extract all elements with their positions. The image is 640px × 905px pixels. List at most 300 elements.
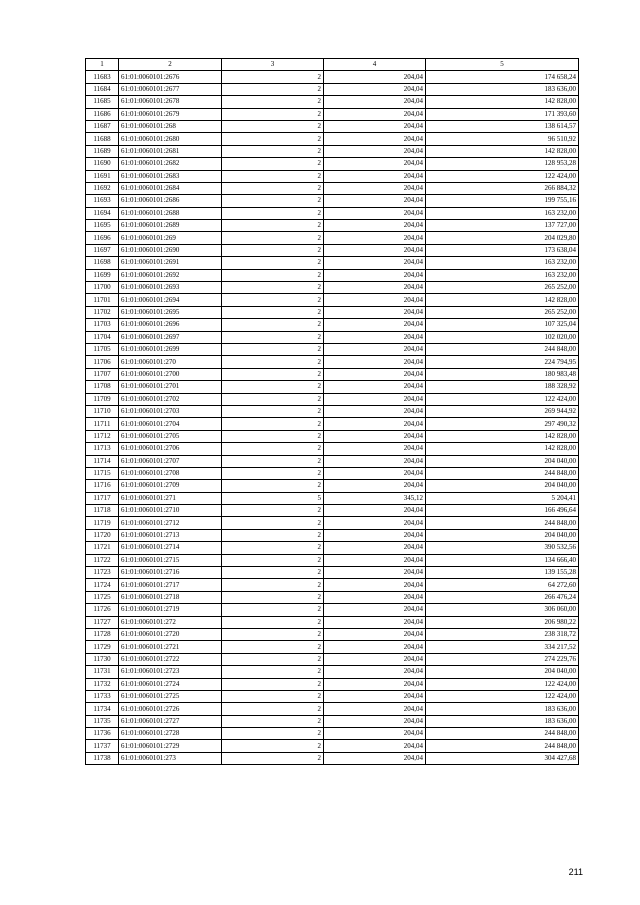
row-number-cell: 11723 xyxy=(86,567,119,579)
row-number-cell: 11717 xyxy=(86,492,119,504)
value-cell: 269 944,92 xyxy=(426,405,579,417)
table-row xyxy=(86,418,579,430)
count-cell: 2 xyxy=(222,170,324,182)
row-number-cell: 11706 xyxy=(86,356,119,368)
value-cell: 174 658,24 xyxy=(426,71,579,83)
cadastral-number-cell: 61:01:0060101:2725 xyxy=(119,690,222,702)
cadastral-number-cell: 61:01:0060101:2724 xyxy=(119,678,222,690)
row-number-cell: 11705 xyxy=(86,343,119,355)
count-cell: 2 xyxy=(222,740,324,752)
count-cell: 2 xyxy=(222,393,324,405)
value-cell: 142 828,00 xyxy=(426,145,579,157)
area-cell: 204,04 xyxy=(324,703,426,715)
row-number-cell: 11732 xyxy=(86,678,119,690)
value-cell: 139 155,28 xyxy=(426,567,579,579)
table-row xyxy=(86,108,579,120)
count-cell: 2 xyxy=(222,108,324,120)
area-cell: 204,04 xyxy=(324,343,426,355)
count-cell: 2 xyxy=(222,269,324,281)
table-row xyxy=(86,306,579,318)
table-row xyxy=(86,529,579,541)
area-cell: 204,04 xyxy=(324,628,426,640)
table-row xyxy=(86,467,579,479)
table-row xyxy=(86,703,579,715)
cadastral-number-cell: 61:01:0060101:2705 xyxy=(119,430,222,442)
value-cell: 265 252,00 xyxy=(426,306,579,318)
row-number-cell: 11701 xyxy=(86,294,119,306)
area-cell: 204,04 xyxy=(324,381,426,393)
area-cell: 204,04 xyxy=(324,591,426,603)
row-number-cell: 11735 xyxy=(86,715,119,727)
value-cell: 173 638,04 xyxy=(426,244,579,256)
count-cell: 2 xyxy=(222,319,324,331)
count-cell: 2 xyxy=(222,604,324,616)
value-cell: 163 232,00 xyxy=(426,207,579,219)
value-cell: 142 828,00 xyxy=(426,294,579,306)
count-cell: 2 xyxy=(222,405,324,417)
area-cell: 204,04 xyxy=(324,666,426,678)
row-number-cell: 11691 xyxy=(86,170,119,182)
area-cell: 204,04 xyxy=(324,158,426,170)
value-cell: 64 272,60 xyxy=(426,579,579,591)
count-cell: 2 xyxy=(222,294,324,306)
table-row xyxy=(86,282,579,294)
table-row xyxy=(86,480,579,492)
table-row xyxy=(86,492,579,504)
table-row xyxy=(86,133,579,145)
table-row xyxy=(86,591,579,603)
value-cell: 171 393,60 xyxy=(426,108,579,120)
row-number-cell: 11686 xyxy=(86,108,119,120)
value-cell: 266 476,24 xyxy=(426,591,579,603)
count-cell: 2 xyxy=(222,244,324,256)
row-number-cell: 11716 xyxy=(86,480,119,492)
row-number-cell: 11730 xyxy=(86,653,119,665)
area-cell: 204,04 xyxy=(324,145,426,157)
cadastral-number-cell: 61:01:0060101:2688 xyxy=(119,207,222,219)
count-cell: 2 xyxy=(222,356,324,368)
count-cell: 2 xyxy=(222,455,324,467)
row-number-cell: 11683 xyxy=(86,71,119,83)
area-cell: 204,04 xyxy=(324,678,426,690)
cadastral-number-cell: 61:01:0060101:2728 xyxy=(119,728,222,740)
value-cell: 244 848,00 xyxy=(426,467,579,479)
area-cell: 204,04 xyxy=(324,182,426,194)
row-number-cell: 11713 xyxy=(86,443,119,455)
cadastral-number-cell: 61:01:0060101:2704 xyxy=(119,418,222,430)
area-cell: 204,04 xyxy=(324,480,426,492)
value-cell: 142 828,00 xyxy=(426,443,579,455)
area-cell: 204,04 xyxy=(324,319,426,331)
table-row xyxy=(86,443,579,455)
count-cell: 2 xyxy=(222,752,324,764)
cadastral-number-cell: 61:01:0060101:2680 xyxy=(119,133,222,145)
area-cell: 204,04 xyxy=(324,641,426,653)
area-cell: 204,04 xyxy=(324,604,426,616)
area-cell: 204,04 xyxy=(324,207,426,219)
area-cell: 204,04 xyxy=(324,467,426,479)
count-cell: 2 xyxy=(222,554,324,566)
column-header: 5 xyxy=(426,59,579,71)
area-cell: 204,04 xyxy=(324,220,426,232)
table-row xyxy=(86,381,579,393)
cadastral-number-cell: 61:01:0060101:2699 xyxy=(119,343,222,355)
cadastral-number-cell: 61:01:0060101:2722 xyxy=(119,653,222,665)
value-cell: 244 848,00 xyxy=(426,343,579,355)
table-row xyxy=(86,740,579,752)
value-cell: 265 252,00 xyxy=(426,282,579,294)
table-row xyxy=(86,517,579,529)
table-row xyxy=(86,505,579,517)
value-cell: 134 666,40 xyxy=(426,554,579,566)
count-cell: 2 xyxy=(222,182,324,194)
count-cell: 2 xyxy=(222,443,324,455)
count-cell: 2 xyxy=(222,83,324,95)
table-row xyxy=(86,641,579,653)
row-number-cell: 11703 xyxy=(86,319,119,331)
table-row xyxy=(86,170,579,182)
cadastral-number-cell: 61:01:0060101:273 xyxy=(119,752,222,764)
count-cell: 2 xyxy=(222,467,324,479)
count-cell: 2 xyxy=(222,517,324,529)
table-row xyxy=(86,393,579,405)
value-cell: 5 204,41 xyxy=(426,492,579,504)
cadastral-number-cell: 61:01:0060101:2714 xyxy=(119,542,222,554)
area-cell: 204,04 xyxy=(324,728,426,740)
cadastral-number-cell: 61:01:0060101:271 xyxy=(119,492,222,504)
cadastral-number-cell: 61:01:0060101:268 xyxy=(119,120,222,132)
cadastral-number-cell: 61:01:0060101:2702 xyxy=(119,393,222,405)
area-cell: 204,04 xyxy=(324,418,426,430)
value-cell: 163 232,00 xyxy=(426,269,579,281)
table-row xyxy=(86,244,579,256)
table-row xyxy=(86,542,579,554)
area-cell: 204,04 xyxy=(324,567,426,579)
area-cell: 204,04 xyxy=(324,752,426,764)
cadastral-number-cell: 61:01:0060101:2710 xyxy=(119,505,222,517)
column-header: 4 xyxy=(324,59,426,71)
cadastral-number-cell: 61:01:0060101:2708 xyxy=(119,467,222,479)
table-row xyxy=(86,71,579,83)
row-number-cell: 11727 xyxy=(86,616,119,628)
cadastral-number-cell: 61:01:0060101:2695 xyxy=(119,306,222,318)
area-cell: 204,04 xyxy=(324,405,426,417)
value-cell: 206 980,22 xyxy=(426,616,579,628)
area-cell: 345,12 xyxy=(324,492,426,504)
value-cell: 166 496,64 xyxy=(426,505,579,517)
value-cell: 96 510,92 xyxy=(426,133,579,145)
cadastral-number-cell: 61:01:0060101:2713 xyxy=(119,529,222,541)
area-cell: 204,04 xyxy=(324,306,426,318)
value-cell: 334 217,52 xyxy=(426,641,579,653)
table-row xyxy=(86,356,579,368)
row-number-cell: 11688 xyxy=(86,133,119,145)
count-cell: 2 xyxy=(222,529,324,541)
count-cell: 2 xyxy=(222,133,324,145)
cadastral-number-cell: 61:01:0060101:2677 xyxy=(119,83,222,95)
row-number-cell: 11729 xyxy=(86,641,119,653)
table-row xyxy=(86,653,579,665)
value-cell: 122 424,00 xyxy=(426,393,579,405)
table-row xyxy=(86,207,579,219)
cadastral-number-cell: 61:01:0060101:2709 xyxy=(119,480,222,492)
row-number-cell: 11734 xyxy=(86,703,119,715)
table-row xyxy=(86,195,579,207)
area-cell: 204,04 xyxy=(324,715,426,727)
area-cell: 204,04 xyxy=(324,331,426,343)
cadastral-number-cell: 61:01:0060101:2686 xyxy=(119,195,222,207)
row-number-cell: 11725 xyxy=(86,591,119,603)
cadastral-number-cell: 61:01:0060101:2707 xyxy=(119,455,222,467)
value-cell: 142 828,00 xyxy=(426,430,579,442)
area-cell: 204,04 xyxy=(324,96,426,108)
cadastral-number-cell: 61:01:0060101:2690 xyxy=(119,244,222,256)
table-row xyxy=(86,182,579,194)
value-cell: 199 755,16 xyxy=(426,195,579,207)
column-header: 2 xyxy=(119,59,222,71)
area-cell: 204,04 xyxy=(324,542,426,554)
column-header: 3 xyxy=(222,59,324,71)
table-row xyxy=(86,628,579,640)
row-number-cell: 11696 xyxy=(86,232,119,244)
table-row xyxy=(86,220,579,232)
cadastral-number-cell: 61:01:0060101:2706 xyxy=(119,443,222,455)
row-number-cell: 11710 xyxy=(86,405,119,417)
row-number-cell: 11709 xyxy=(86,393,119,405)
count-cell: 2 xyxy=(222,282,324,294)
row-number-cell: 11733 xyxy=(86,690,119,702)
row-number-cell: 11708 xyxy=(86,381,119,393)
table-row xyxy=(86,579,579,591)
table-row xyxy=(86,319,579,331)
value-cell: 266 884,32 xyxy=(426,182,579,194)
table-row xyxy=(86,158,579,170)
table-row xyxy=(86,616,579,628)
value-cell: 204 029,80 xyxy=(426,232,579,244)
table-row xyxy=(86,343,579,355)
cadastral-number-cell: 61:01:0060101:2691 xyxy=(119,257,222,269)
row-number-cell: 11715 xyxy=(86,467,119,479)
table-row xyxy=(86,257,579,269)
area-cell: 204,04 xyxy=(324,244,426,256)
area-cell: 204,04 xyxy=(324,505,426,517)
area-cell: 204,04 xyxy=(324,368,426,380)
count-cell: 2 xyxy=(222,579,324,591)
cadastral-number-cell: 61:01:0060101:2716 xyxy=(119,567,222,579)
area-cell: 204,04 xyxy=(324,616,426,628)
count-cell: 2 xyxy=(222,616,324,628)
row-number-cell: 11687 xyxy=(86,120,119,132)
value-cell: 306 060,00 xyxy=(426,604,579,616)
row-number-cell: 11702 xyxy=(86,306,119,318)
area-cell: 204,04 xyxy=(324,133,426,145)
area-cell: 204,04 xyxy=(324,71,426,83)
count-cell: 2 xyxy=(222,666,324,678)
cadastral-number-cell: 61:01:0060101:2682 xyxy=(119,158,222,170)
table-row xyxy=(86,368,579,380)
area-cell: 204,04 xyxy=(324,430,426,442)
value-cell: 244 848,00 xyxy=(426,517,579,529)
cadastral-number-cell: 61:01:0060101:2703 xyxy=(119,405,222,417)
value-cell: 128 953,28 xyxy=(426,158,579,170)
count-cell: 2 xyxy=(222,728,324,740)
area-cell: 204,04 xyxy=(324,690,426,702)
area-cell: 204,04 xyxy=(324,282,426,294)
cadastral-number-cell: 61:01:0060101:2697 xyxy=(119,331,222,343)
area-cell: 204,04 xyxy=(324,294,426,306)
table-row xyxy=(86,715,579,727)
cadastral-number-cell: 61:01:0060101:2693 xyxy=(119,282,222,294)
row-number-cell: 11736 xyxy=(86,728,119,740)
count-cell: 2 xyxy=(222,368,324,380)
cadastral-number-cell: 61:01:0060101:2701 xyxy=(119,381,222,393)
area-cell: 204,04 xyxy=(324,356,426,368)
cadastral-number-cell: 61:01:0060101:2719 xyxy=(119,604,222,616)
table-body xyxy=(86,71,579,765)
area-cell: 204,04 xyxy=(324,579,426,591)
row-number-cell: 11718 xyxy=(86,505,119,517)
count-cell: 2 xyxy=(222,220,324,232)
cadastral-table xyxy=(85,58,579,765)
count-cell: 2 xyxy=(222,257,324,269)
table-row xyxy=(86,120,579,132)
area-cell: 204,04 xyxy=(324,455,426,467)
table-row xyxy=(86,554,579,566)
cadastral-number-cell: 61:01:0060101:2694 xyxy=(119,294,222,306)
cadastral-number-cell: 61:01:0060101:2676 xyxy=(119,71,222,83)
cadastral-number-cell: 61:01:0060101:270 xyxy=(119,356,222,368)
value-cell: 122 424,00 xyxy=(426,678,579,690)
value-cell: 107 325,04 xyxy=(426,319,579,331)
count-cell: 2 xyxy=(222,678,324,690)
table-row xyxy=(86,678,579,690)
value-cell: 204 040,00 xyxy=(426,455,579,467)
value-cell: 204 040,00 xyxy=(426,480,579,492)
row-number-cell: 11707 xyxy=(86,368,119,380)
count-cell: 2 xyxy=(222,591,324,603)
count-cell: 2 xyxy=(222,480,324,492)
cadastral-number-cell: 61:01:0060101:2717 xyxy=(119,579,222,591)
value-cell: 244 848,00 xyxy=(426,728,579,740)
area-cell: 204,04 xyxy=(324,517,426,529)
table-row xyxy=(86,405,579,417)
row-number-cell: 11690 xyxy=(86,158,119,170)
value-cell: 180 983,48 xyxy=(426,368,579,380)
value-cell: 183 636,00 xyxy=(426,715,579,727)
row-number-cell: 11722 xyxy=(86,554,119,566)
row-number-cell: 11714 xyxy=(86,455,119,467)
cadastral-number-cell: 61:01:0060101:269 xyxy=(119,232,222,244)
row-number-cell: 11697 xyxy=(86,244,119,256)
table-row xyxy=(86,145,579,157)
value-cell: 142 828,00 xyxy=(426,96,579,108)
row-number-cell: 11724 xyxy=(86,579,119,591)
count-cell: 2 xyxy=(222,505,324,517)
area-cell: 204,04 xyxy=(324,83,426,95)
count-cell: 2 xyxy=(222,690,324,702)
value-cell: 390 532,56 xyxy=(426,542,579,554)
table-row xyxy=(86,728,579,740)
count-cell: 2 xyxy=(222,306,324,318)
value-cell: 163 232,00 xyxy=(426,257,579,269)
row-number-cell: 11737 xyxy=(86,740,119,752)
area-cell: 204,04 xyxy=(324,554,426,566)
row-number-cell: 11685 xyxy=(86,96,119,108)
row-number-cell: 11711 xyxy=(86,418,119,430)
value-cell: 204 040,00 xyxy=(426,666,579,678)
row-number-cell: 11700 xyxy=(86,282,119,294)
count-cell: 2 xyxy=(222,641,324,653)
count-cell: 2 xyxy=(222,158,324,170)
cadastral-number-cell: 61:01:0060101:2715 xyxy=(119,554,222,566)
table-header-row xyxy=(86,59,579,71)
count-cell: 2 xyxy=(222,331,324,343)
area-cell: 204,04 xyxy=(324,120,426,132)
area-cell: 204,04 xyxy=(324,108,426,120)
table-row xyxy=(86,269,579,281)
table-row xyxy=(86,331,579,343)
row-number-cell: 11719 xyxy=(86,517,119,529)
count-cell: 2 xyxy=(222,232,324,244)
row-number-cell: 11692 xyxy=(86,182,119,194)
cadastral-number-cell: 61:01:0060101:2696 xyxy=(119,319,222,331)
cadastral-number-cell: 61:01:0060101:2678 xyxy=(119,96,222,108)
value-cell: 238 318,72 xyxy=(426,628,579,640)
row-number-cell: 11728 xyxy=(86,628,119,640)
table-row xyxy=(86,666,579,678)
cadastral-number-cell: 61:01:0060101:2729 xyxy=(119,740,222,752)
cadastral-number-cell: 61:01:0060101:2692 xyxy=(119,269,222,281)
table-row xyxy=(86,294,579,306)
value-cell: 297 490,32 xyxy=(426,418,579,430)
value-cell: 183 636,00 xyxy=(426,83,579,95)
count-cell: 2 xyxy=(222,381,324,393)
area-cell: 204,04 xyxy=(324,195,426,207)
cadastral-number-cell: 61:01:0060101:2727 xyxy=(119,715,222,727)
row-number-cell: 11698 xyxy=(86,257,119,269)
cadastral-number-cell: 61:01:0060101:2684 xyxy=(119,182,222,194)
cadastral-number-cell: 61:01:0060101:2726 xyxy=(119,703,222,715)
value-cell: 102 020,00 xyxy=(426,331,579,343)
cadastral-number-cell: 61:01:0060101:2720 xyxy=(119,628,222,640)
value-cell: 138 614,57 xyxy=(426,120,579,132)
table-row xyxy=(86,232,579,244)
area-cell: 204,04 xyxy=(324,393,426,405)
cadastral-number-cell: 61:01:0060101:2683 xyxy=(119,170,222,182)
count-cell: 2 xyxy=(222,195,324,207)
row-number-cell: 11699 xyxy=(86,269,119,281)
cadastral-number-cell: 61:01:0060101:2718 xyxy=(119,591,222,603)
count-cell: 2 xyxy=(222,343,324,355)
count-cell: 2 xyxy=(222,653,324,665)
row-number-cell: 11689 xyxy=(86,145,119,157)
value-cell: 122 424,00 xyxy=(426,690,579,702)
area-cell: 204,04 xyxy=(324,269,426,281)
row-number-cell: 11684 xyxy=(86,83,119,95)
value-cell: 122 424,00 xyxy=(426,170,579,182)
value-cell: 274 229,76 xyxy=(426,653,579,665)
value-cell: 244 848,00 xyxy=(426,740,579,752)
count-cell: 2 xyxy=(222,567,324,579)
count-cell: 5 xyxy=(222,492,324,504)
area-cell: 204,04 xyxy=(324,443,426,455)
row-number-cell: 11720 xyxy=(86,529,119,541)
count-cell: 2 xyxy=(222,542,324,554)
row-number-cell: 11721 xyxy=(86,542,119,554)
table-row xyxy=(86,455,579,467)
row-number-cell: 11693 xyxy=(86,195,119,207)
area-cell: 204,04 xyxy=(324,740,426,752)
